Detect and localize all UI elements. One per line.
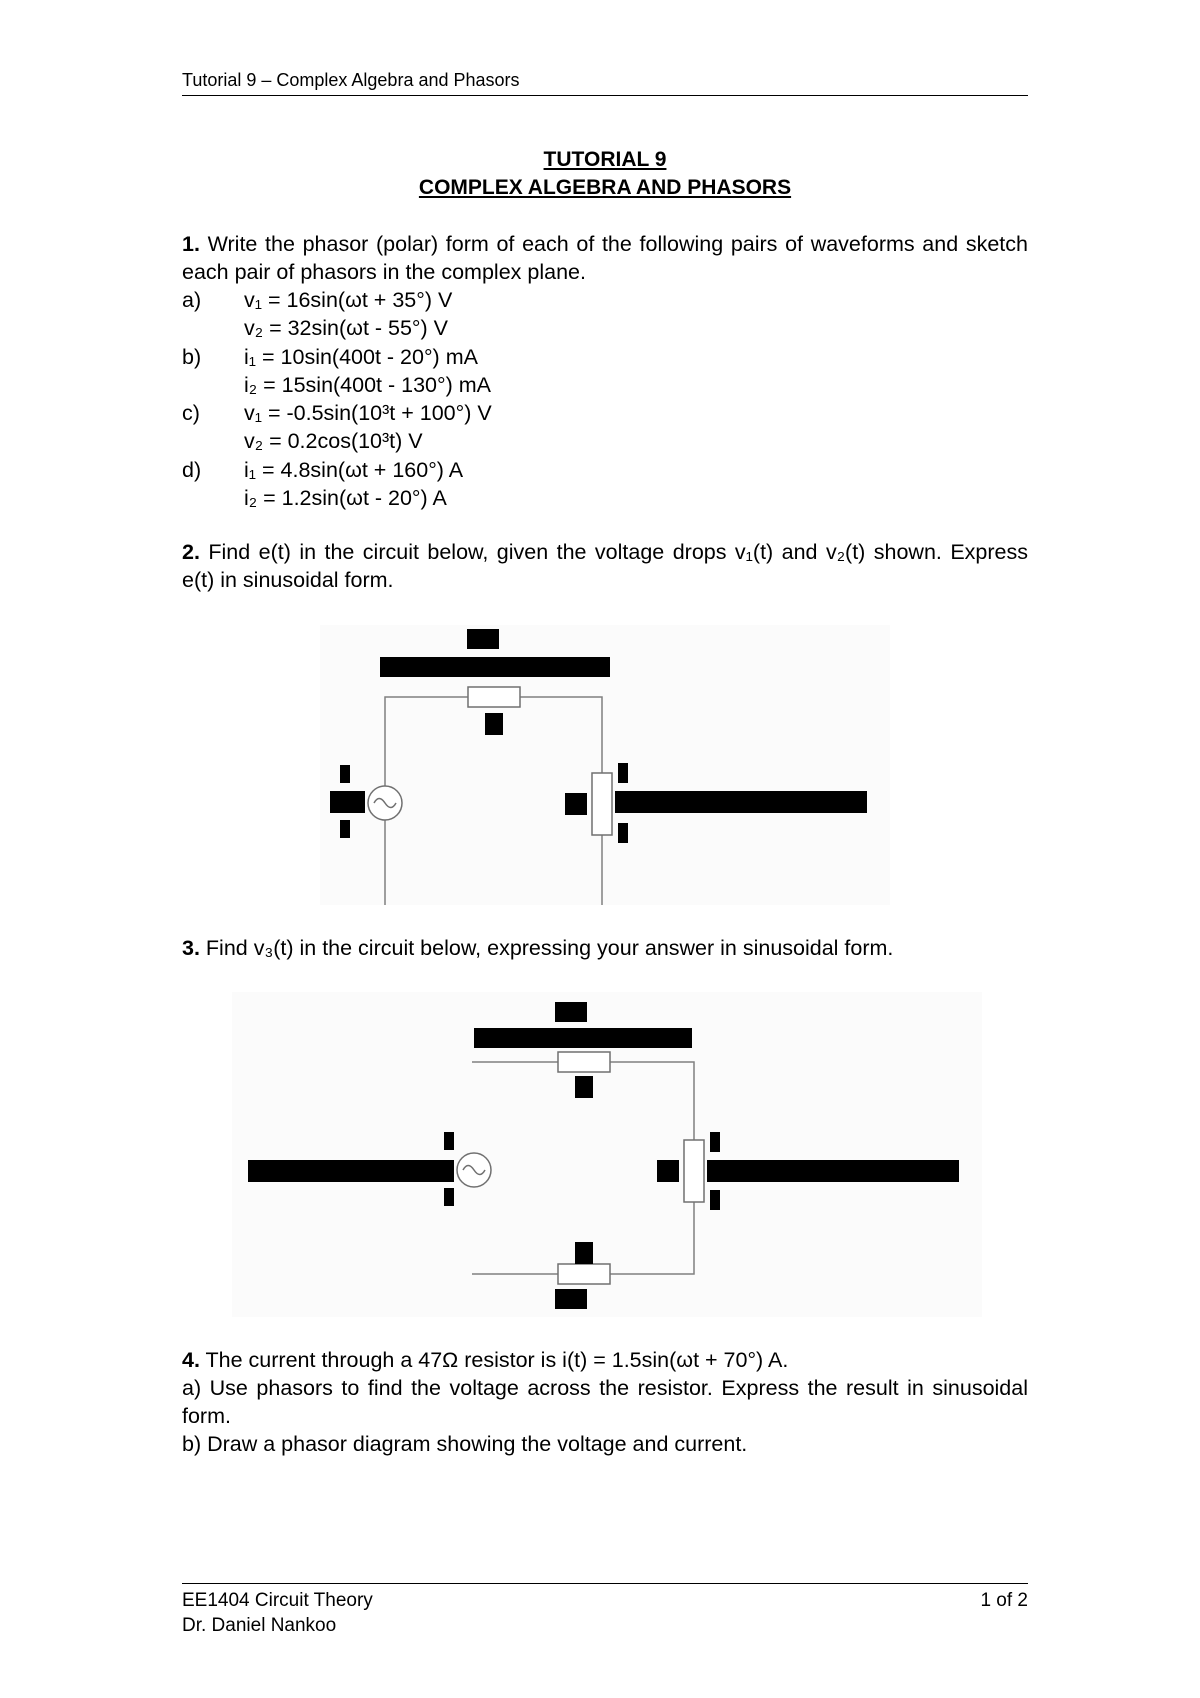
part-label: d) xyxy=(182,457,202,482)
circuit-diagram-2 xyxy=(232,992,982,1317)
redacted-label xyxy=(444,1132,454,1150)
redacted-label xyxy=(710,1132,720,1152)
page-title xyxy=(182,146,1028,202)
question-4-number: 4. xyxy=(182,1348,200,1372)
list-item xyxy=(182,456,492,484)
redacted-label xyxy=(657,1160,679,1182)
redacted-label xyxy=(485,713,503,735)
title-line-2: COMPLEX ALGEBRA AND PHASORS xyxy=(418,176,792,199)
redacted-label xyxy=(330,791,365,813)
equation: i₁ = 4.8sin(ωt + 160°) A xyxy=(244,457,464,482)
part-label: a) xyxy=(182,288,202,312)
list-item xyxy=(182,286,492,314)
list-item xyxy=(182,484,492,512)
question-1-text: Write the phasor (polar) form of each of the following pairs of waveforms and sketch each pair of phasors in the complex plane. xyxy=(182,232,1028,284)
part-label: c) xyxy=(182,401,200,426)
question-3-text: Find v₃(t) in the circuit below, expressing your answer in sinusoidal form. xyxy=(205,936,894,960)
waveform-list xyxy=(182,286,492,512)
redacted-label xyxy=(555,1289,587,1309)
question-1 xyxy=(182,230,1028,286)
resistor-bottom xyxy=(558,1264,610,1284)
question-1-number: 1. xyxy=(182,232,200,256)
question-2 xyxy=(182,538,1028,594)
question-4-part-a: a) Use phasors to find the voltage across the resistor. Express the result in sinusoidal form. xyxy=(182,1376,1028,1428)
redacted-label xyxy=(248,1160,454,1182)
question-4 xyxy=(182,1346,1028,1458)
redacted-label xyxy=(380,657,610,677)
redacted-label xyxy=(467,629,499,649)
running-header: Tutorial 9 – Complex Algebra and Phasors xyxy=(182,70,1028,96)
redacted-label xyxy=(340,820,350,838)
equation: v₂ = 32sin(ωt - 55°) V xyxy=(244,316,449,341)
resistor-top xyxy=(558,1052,610,1072)
question-2-number: 2. xyxy=(182,540,200,564)
equation: i₂ = 15sin(400t - 130°) mA xyxy=(244,372,491,397)
circuit-diagram-1 xyxy=(320,625,890,905)
redacted-label xyxy=(618,823,628,843)
page-footer xyxy=(182,1583,1028,1638)
list-item xyxy=(182,343,492,371)
resistor-top xyxy=(468,687,520,707)
list-item xyxy=(182,427,492,455)
equation: i₁ = 10sin(400t - 20°) mA xyxy=(244,344,478,369)
redacted-label xyxy=(565,793,587,815)
equation: v₁ = 16sin(ωt + 35°) V xyxy=(244,288,453,312)
page-number: 1 of 2 xyxy=(980,1590,1028,1611)
redacted-label xyxy=(575,1076,593,1098)
resistor-right xyxy=(592,773,612,835)
question-3-number: 3. xyxy=(182,936,200,960)
list-item xyxy=(182,314,492,342)
redacted-label xyxy=(707,1160,959,1182)
list-item xyxy=(182,399,492,427)
redacted-label xyxy=(340,765,350,783)
resistor-right xyxy=(684,1140,704,1202)
redacted-label xyxy=(575,1242,593,1264)
redacted-label xyxy=(555,1002,587,1022)
title-line-1: TUTORIAL 9 xyxy=(543,148,667,171)
redacted-label xyxy=(615,791,867,813)
equation: v₂ = 0.2cos(10³t) V xyxy=(244,429,423,454)
redacted-label xyxy=(444,1188,454,1206)
part-label: b) xyxy=(182,344,202,369)
footer-author: Dr. Daniel Nankoo xyxy=(182,1615,337,1636)
redacted-label xyxy=(710,1190,720,1210)
question-2-text: Find e(t) in the circuit below, given the voltage drops v₁(t) and v₂(t) shown. Express e(t) in sinusoidal form. xyxy=(182,540,1028,592)
redacted-label xyxy=(474,1028,692,1048)
question-4-part-b: b) Draw a phasor diagram showing the voltage and current. xyxy=(182,1432,748,1456)
question-3 xyxy=(182,934,1028,962)
redacted-label xyxy=(618,763,628,783)
equation: i₂ = 1.2sin(ωt - 20°) A xyxy=(244,486,447,511)
equation: v₁ = -0.5sin(10³t + 100°) V xyxy=(244,401,492,426)
question-4-text: The current through a 47Ω resistor is i(t) = 1.5sin(ωt + 70°) A. xyxy=(205,1348,789,1372)
list-item xyxy=(182,371,492,399)
footer-course: EE1404 Circuit Theory xyxy=(182,1590,373,1611)
